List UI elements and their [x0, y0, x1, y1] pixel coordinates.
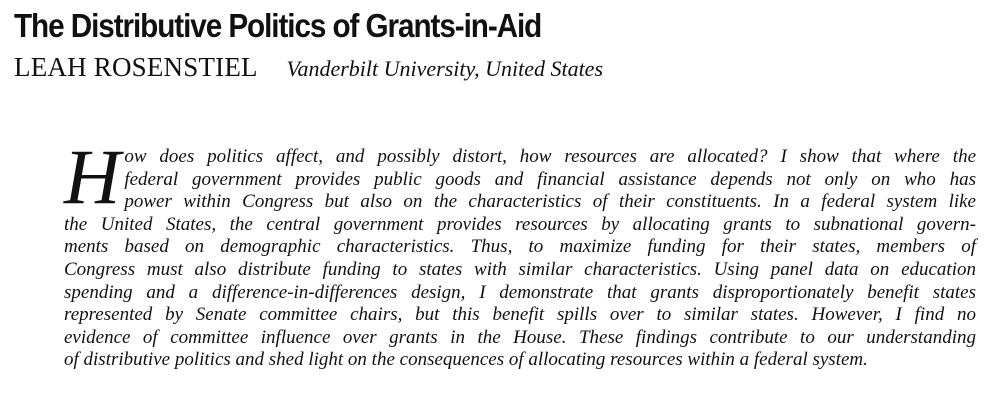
article-title: The Distributive Politics of Grants-in-Aid	[14, 7, 542, 44]
abstract-line: evidence of committee influence over grants in the House. These findings contribute to our understanding	[64, 326, 976, 348]
abstract-line: of distributive politics and shed light on the consequences of allocating resources within a federal system.	[64, 349, 868, 371]
abstract-line: federal government provides public goods and financial assistance depends not only on who has	[124, 168, 976, 190]
abstract-line: spending and a difference-in-differences design, I demonstrate that grants disproportionately benefit states	[64, 281, 976, 303]
abstract-line: the United States, the central government provides resources by allocating grants to subnational govern-	[64, 213, 976, 235]
abstract	[64, 133, 976, 372]
byline	[14, 50, 603, 86]
author-name: LEAH ROSENSTIEL	[14, 52, 258, 82]
abstract-line: ments based on demographic characteristics. Thus, to maximize funding for their states, members of	[64, 236, 976, 258]
author-affiliation: Vanderbilt University, United States	[286, 56, 604, 81]
abstract-line: ow does politics affect, and possibly distort, how resources are allocated? I show that where the	[124, 146, 976, 167]
abstract-drop-cap: H	[64, 133, 121, 220]
abstract-line: Congress must also distribute funding to states with similar characteristics. Using panel data on education	[64, 258, 976, 280]
abstract-line: represented by Senate committee chairs, but this benefit spills over to similar states. However, I find no	[64, 304, 976, 326]
abstract-line: power within Congress but also on the characteristics of their constituents. In a federal system like	[124, 191, 976, 213]
